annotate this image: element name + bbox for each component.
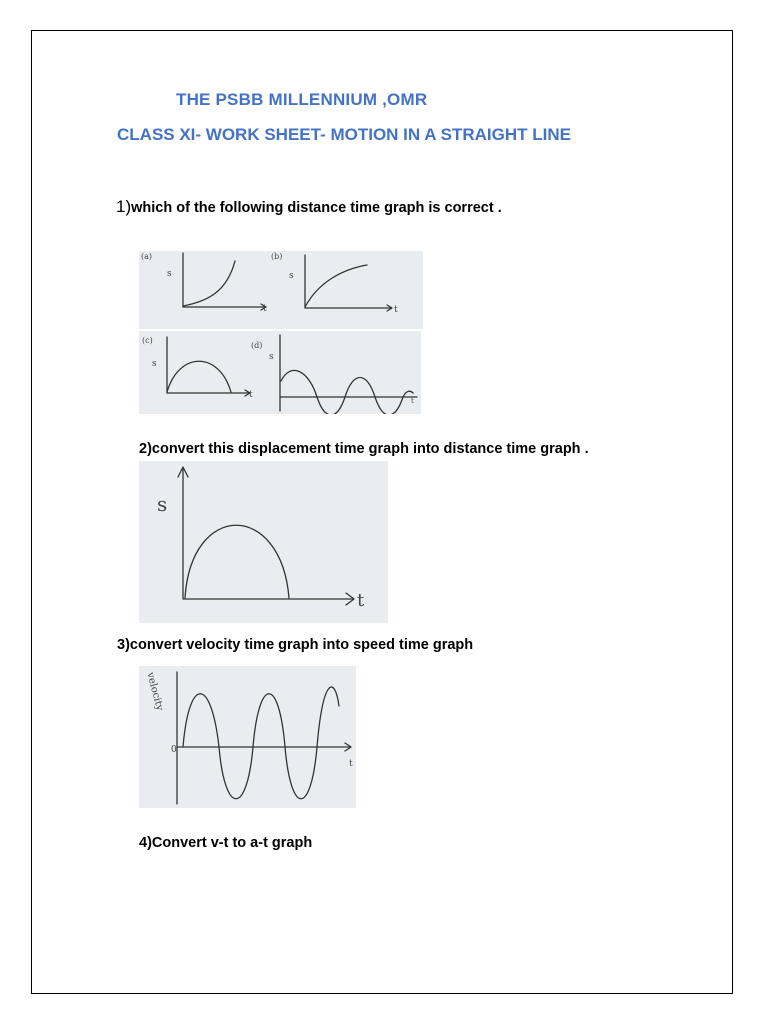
axis-label-velocity: velocity — [144, 671, 166, 712]
axes-d — [280, 335, 417, 411]
axes-a — [183, 253, 265, 307]
q1-figure-top — [139, 251, 423, 329]
q2-figure — [139, 461, 388, 623]
curve-d — [281, 370, 413, 414]
axis-label-s: s — [157, 492, 168, 516]
axis-label-t-a: t — [263, 304, 267, 314]
velocity-curve — [183, 687, 339, 799]
axes — [177, 672, 351, 804]
axes — [183, 469, 353, 599]
curve-a — [183, 261, 235, 306]
panel-label-c: (c) — [142, 336, 153, 345]
q1-figure-bottom — [139, 331, 421, 414]
curve-c — [167, 361, 231, 392]
axis-label-t-b: t — [394, 305, 398, 315]
question-2: 2)convert this displacement time graph into distance time graph . — [139, 441, 589, 457]
panel-label-d: (d) — [251, 341, 263, 350]
worksheet-title: CLASS XI- WORK SHEET- MOTION IN A STRAIGHT LINE — [117, 125, 571, 144]
question-1 — [116, 197, 502, 217]
axis-label-t-c: t — [249, 390, 253, 400]
origin-label: 0 — [171, 745, 177, 755]
axes-b — [305, 255, 391, 308]
axis-label-s-b: s — [289, 271, 294, 281]
axes-c — [167, 337, 249, 393]
displacement-curve — [185, 525, 289, 598]
axis-label-s-a: s — [167, 269, 172, 279]
axis-label-s-c: s — [152, 359, 157, 369]
school-name: THE PSBB MILLENNIUM ,OMR — [176, 90, 428, 109]
question-3: 3)convert velocity time graph into speed time graph — [117, 637, 474, 653]
question-4: 4)Convert v-t to a-t graph — [139, 835, 313, 851]
q3-figure — [139, 666, 356, 808]
question-1-number: 1) — [116, 197, 132, 216]
curve-b — [305, 265, 367, 307]
question-1-text: which of the following distance time graph is correct . — [131, 200, 502, 216]
panel-label-a: (a) — [141, 252, 153, 261]
axis-label-t: t — [349, 759, 353, 769]
axis-label-s-d: s — [269, 352, 274, 362]
axis-label-t: t — [357, 590, 365, 611]
panel-label-b: (b) — [271, 252, 283, 261]
axis-label-t-d: t — [411, 397, 414, 405]
